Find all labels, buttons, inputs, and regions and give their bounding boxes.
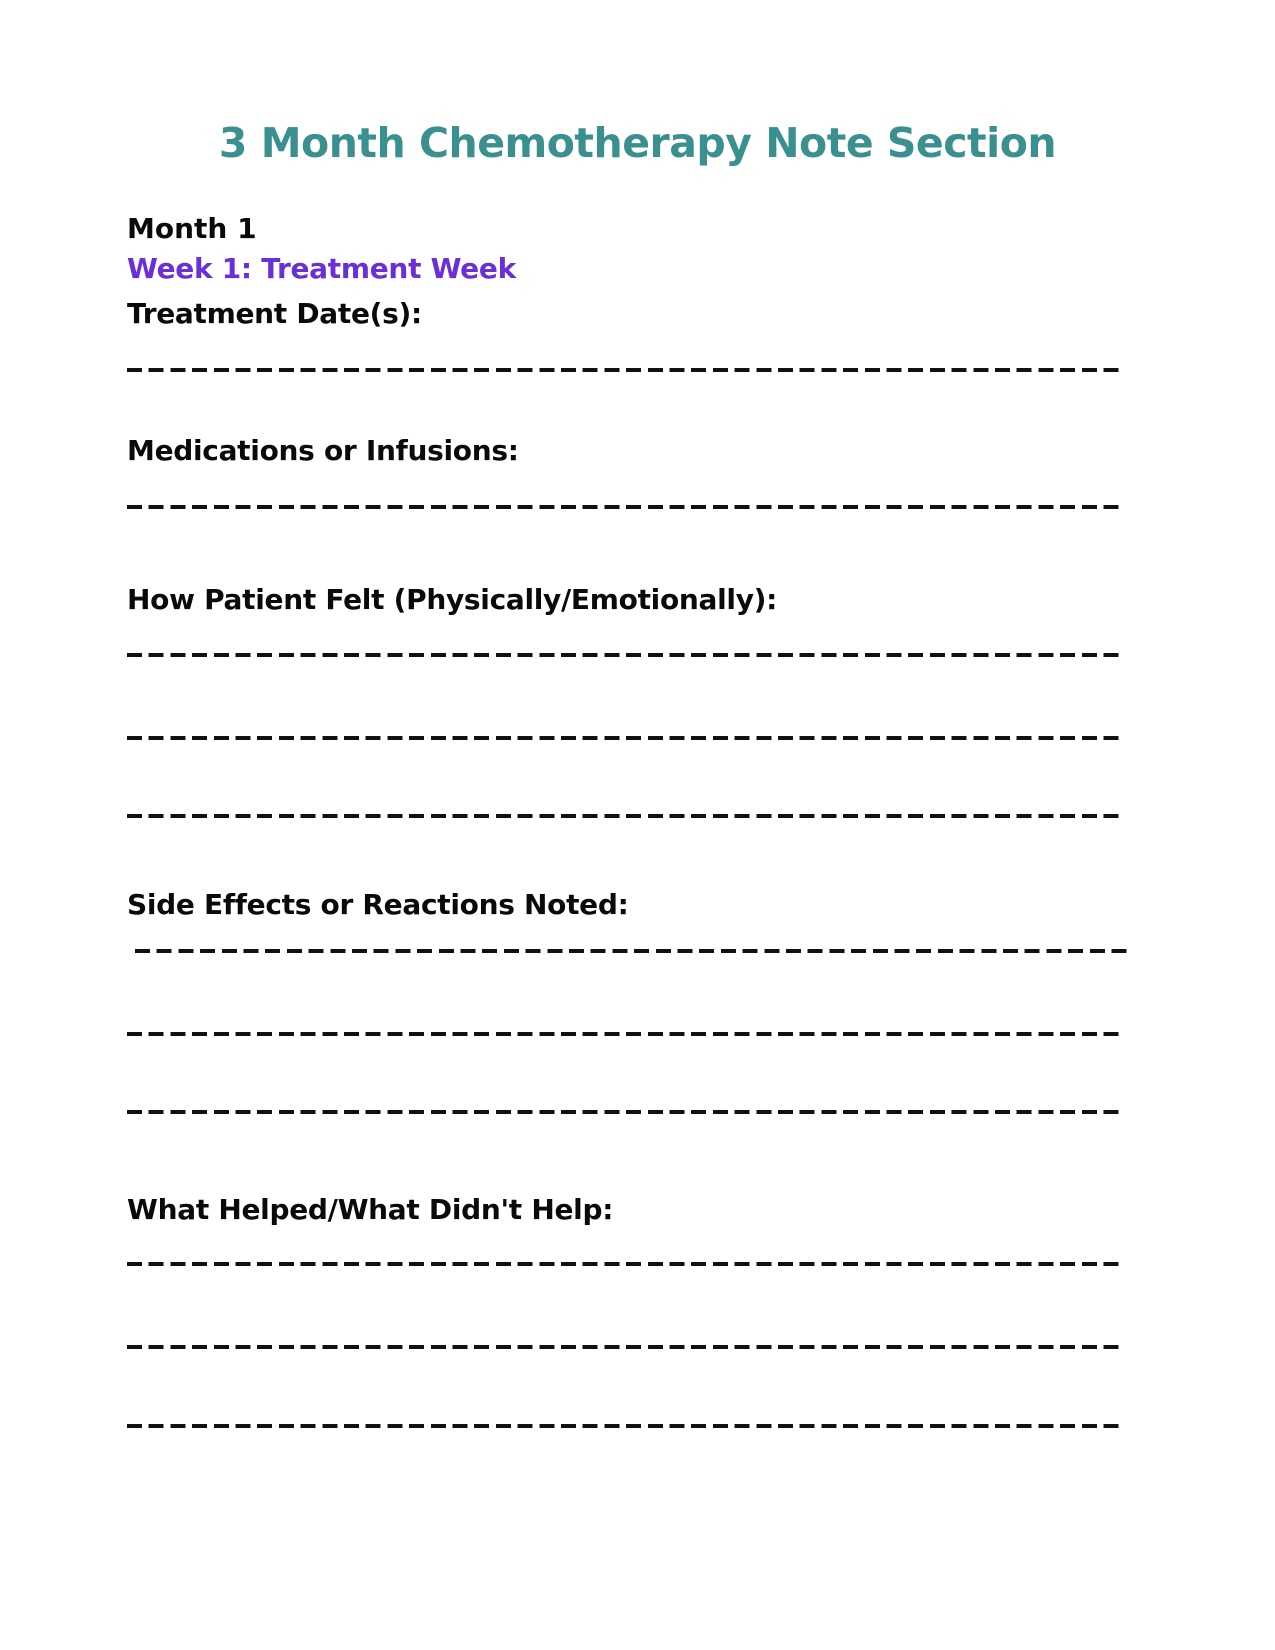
writing-line-treatment-dates-1 [127, 368, 1125, 372]
page-title: 3 Month Chemotherapy Note Section [218, 119, 1057, 167]
week-heading: Week 1: Treatment Week [127, 252, 516, 285]
writing-line-how-patient-felt-3 [127, 814, 1125, 818]
section-label-what-helped: What Helped/What Didn't Help: [127, 1193, 614, 1226]
writing-line-side-effects-2 [127, 1032, 1125, 1036]
writing-line-medications-1 [127, 505, 1125, 509]
section-label-treatment-dates: Treatment Date(s): [127, 297, 422, 330]
writing-line-how-patient-felt-1 [127, 653, 1125, 657]
writing-line-what-helped-1 [127, 1262, 1125, 1266]
section-label-how-patient-felt: How Patient Felt (Physically/Emotionally): [127, 583, 778, 616]
writing-line-what-helped-3 [127, 1424, 1125, 1428]
section-label-medications: Medications or Infusions: [127, 434, 519, 467]
writing-line-side-effects-1 [135, 949, 1133, 953]
writing-line-how-patient-felt-2 [127, 736, 1125, 740]
writing-line-side-effects-3 [127, 1110, 1125, 1114]
month-heading: Month 1 [127, 212, 257, 245]
section-label-side-effects: Side Effects or Reactions Noted: [127, 888, 629, 921]
writing-line-what-helped-2 [127, 1345, 1125, 1349]
